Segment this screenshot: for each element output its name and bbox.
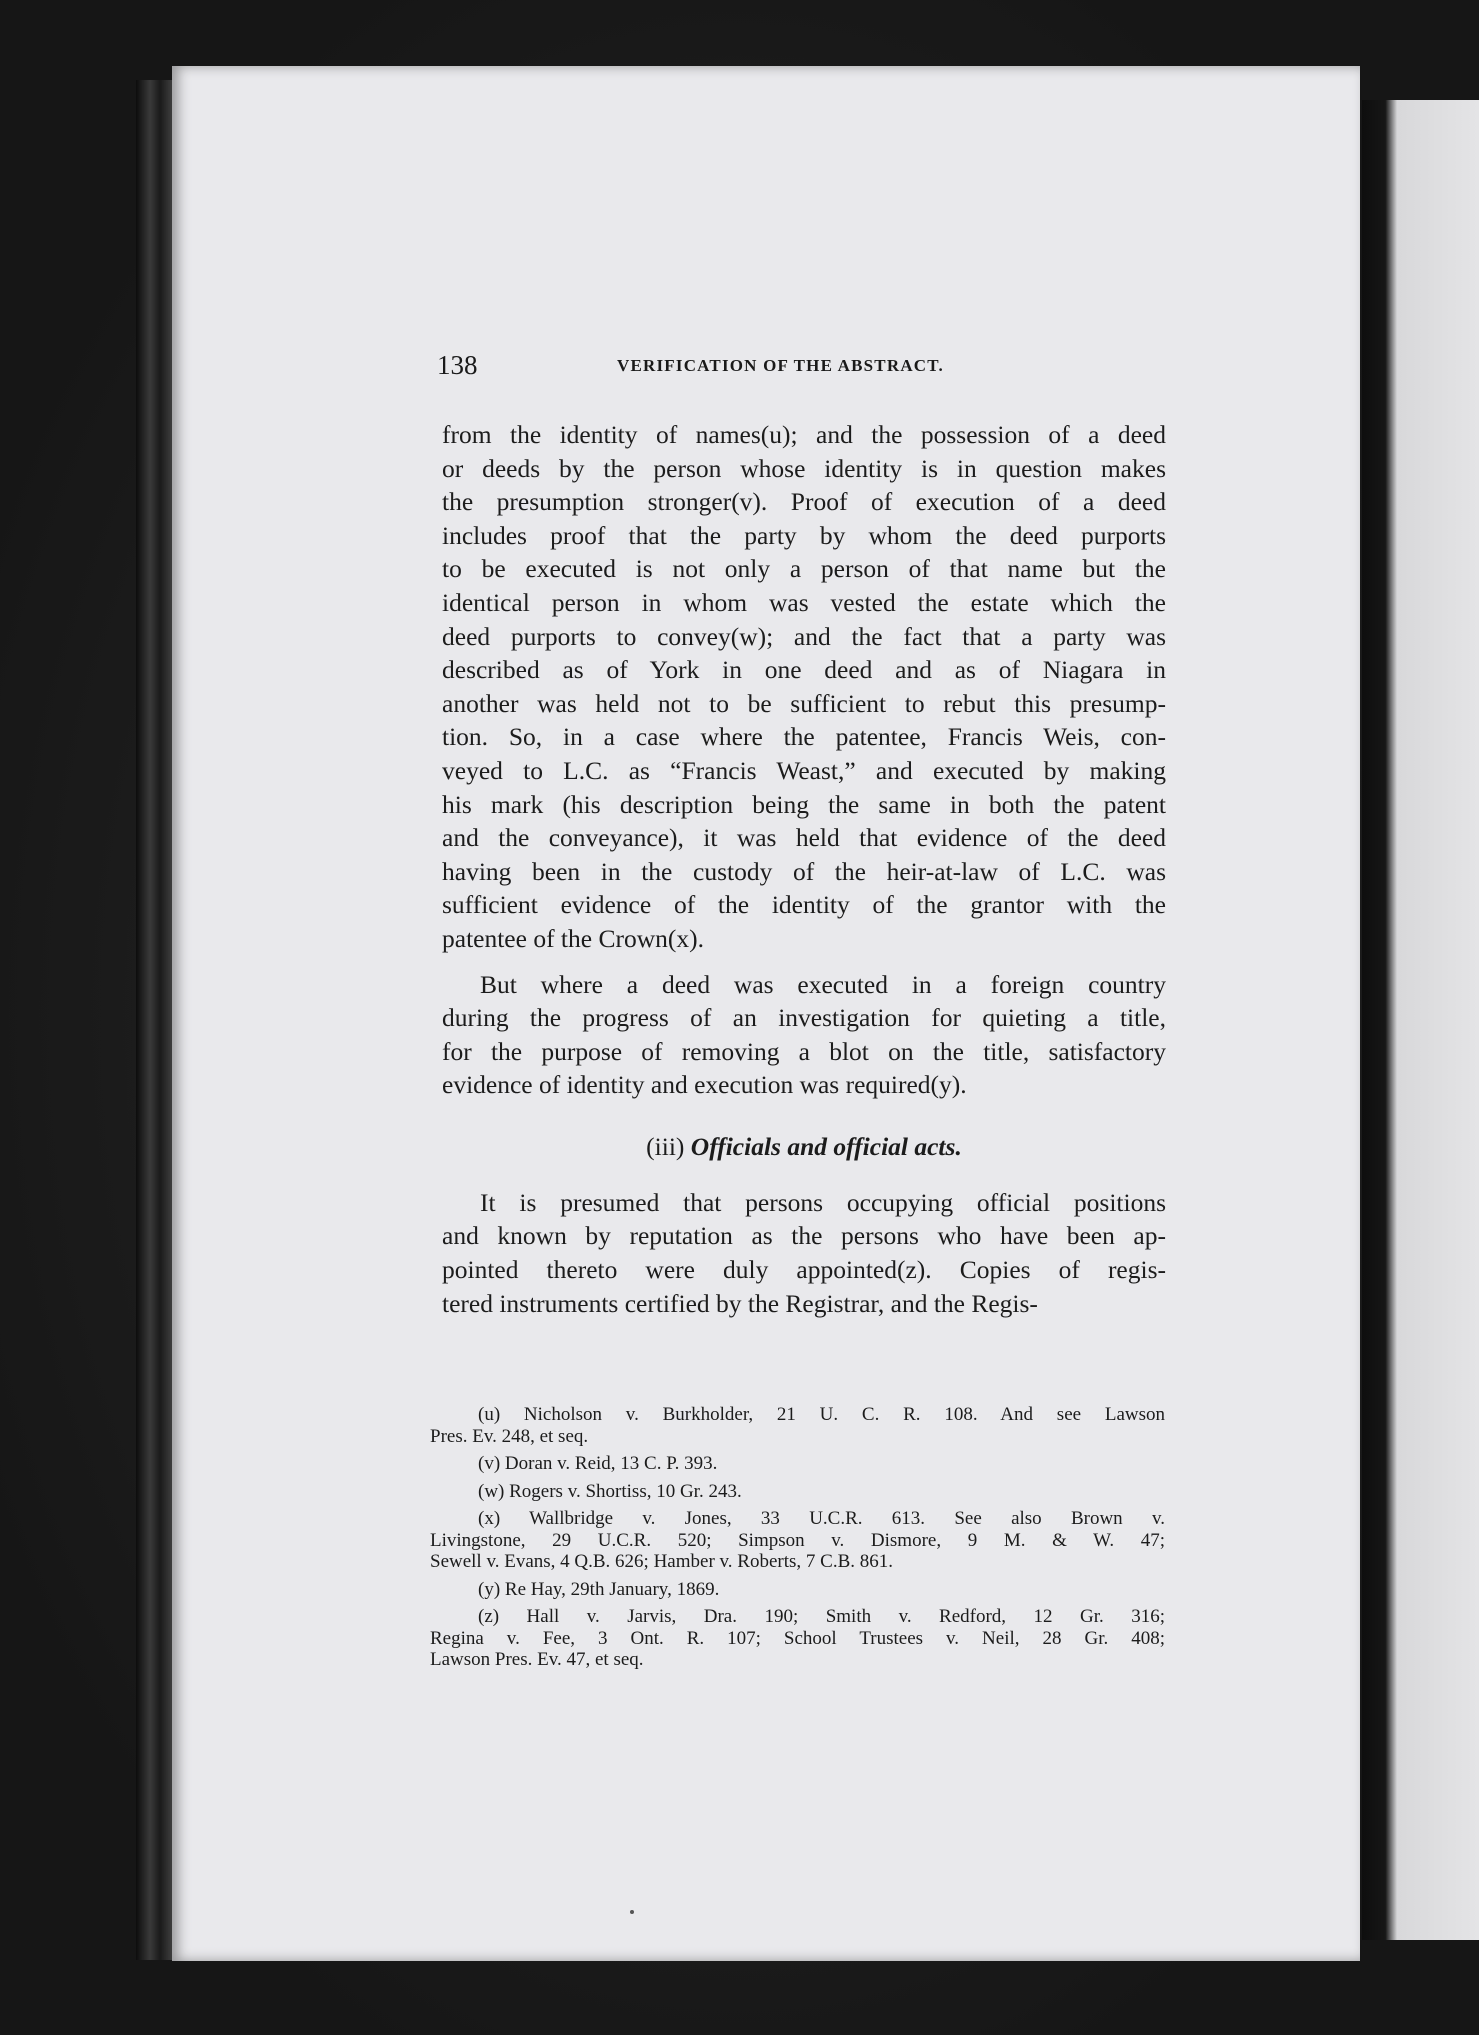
text-line: or deeds by the person whose identity is in question makes <box>442 453 1166 483</box>
text-line: tered instruments certified by the Registrar, and the Regis- <box>442 1288 1038 1318</box>
footnote-line: Livingstone, 29 U.C.R. 520; Simpson v. Dismore, 9 M. & W. 47; <box>430 1529 1165 1551</box>
text-line: having been in the custody of the heir-at-law of L.C. was <box>442 856 1166 886</box>
footnote-line: (z) Hall v. Jarvis, Dra. 190; Smith v. Redford, 12 Gr. 316; <box>478 1606 1165 1627</box>
adjacent-page-edge <box>1362 100 1479 1940</box>
footnote <box>430 1453 1165 1475</box>
footnote <box>430 1481 1165 1503</box>
section-number: (iii) <box>646 1131 685 1161</box>
footnote-line: (w) Rogers v. Shortiss, 10 Gr. 243. <box>478 1480 742 1502</box>
text-line: tion. So, in a case where the patentee, Francis Weis, con- <box>442 722 1166 752</box>
text-line: sufficient evidence of the identity of the grantor with the <box>442 890 1166 920</box>
text-line: for the purpose of removing a blot on the title, satisfactory <box>442 1036 1166 1066</box>
page-number: 138 <box>437 350 478 380</box>
footnote-line: (v) Doran v. Reid, 13 C. P. 393. <box>478 1453 718 1474</box>
text-line: But where a deed was executed in a foreign country <box>480 969 1166 999</box>
running-head <box>437 350 1167 386</box>
footnote-line: (y) Re Hay, 29th January, 1869. <box>478 1578 720 1600</box>
text-line: and the conveyance), it was held that evidence of the deed <box>442 823 1166 853</box>
scan-speck <box>630 1910 634 1914</box>
footnote <box>430 1508 1165 1573</box>
footnote <box>430 1579 1165 1601</box>
text-line: another was held not to be sufficient to rebut this presump- <box>442 688 1166 718</box>
footnote-line: (x) Wallbridge v. Jones, 33 U.C.R. 613. See also Brown v. <box>478 1508 1165 1529</box>
footnote-line: Lawson Pres. Ev. 47, et seq. <box>430 1649 644 1670</box>
body-text <box>442 418 1166 1320</box>
text-line: the presumption stronger(v). Proof of execution of a deed <box>442 487 1166 517</box>
text-line: his mark (his description being the same in both the patent <box>442 789 1166 819</box>
text-line: It is presumed that persons occupying official positions <box>480 1187 1166 1217</box>
paragraph-2 <box>442 968 1166 1102</box>
paragraph-3 <box>442 1186 1166 1320</box>
running-head-title: VERIFICATION OF THE ABSTRACT. <box>617 356 945 375</box>
footnote <box>430 1404 1165 1447</box>
text-line: pointed thereto were duly appointed(z). Copies of regis- <box>442 1255 1166 1285</box>
section-title: Officials and official acts. <box>690 1131 962 1161</box>
book-binding-edge <box>136 80 176 1960</box>
text-line: from the identity of names(u); and the possession of a deed <box>442 420 1166 449</box>
footnote-line: (u) Nicholson v. Burkholder, 21 U. C. R. 108. And see Lawson <box>478 1404 1165 1425</box>
text-line: identical person in whom was vested the estate which the <box>442 587 1166 617</box>
section-heading <box>442 1130 1166 1164</box>
footnote-line: Pres. Ev. 248, et seq. <box>430 1425 589 1447</box>
text-line: and known by reputation as the persons who have been ap- <box>442 1221 1166 1251</box>
footnote <box>430 1606 1165 1671</box>
footnote-line: Sewell v. Evans, 4 Q.B. 626; Hamber v. Roberts, 7 C.B. 861. <box>430 1551 893 1572</box>
text-line: to be executed is not only a person of that name but the <box>442 554 1166 584</box>
text-line: veyed to L.C. as “Francis Weast,” and executed by making <box>442 755 1166 785</box>
text-line: evidence of identity and execution was required(y). <box>442 1070 967 1100</box>
paragraph-gap <box>442 956 1166 968</box>
text-line: deed purports to convey(w); and the fact that a party was <box>442 621 1166 651</box>
text-line: patentee of the Crown(x). <box>442 923 704 953</box>
paragraph-1 <box>442 418 1166 956</box>
text-line: during the progress of an investigation for quieting a title, <box>442 1003 1166 1033</box>
footnote-line: Regina v. Fee, 3 Ont. R. 107; School Trustees v. Neil, 28 Gr. 408; <box>430 1627 1165 1649</box>
text-line: includes proof that the party by whom the deed purports <box>442 520 1166 550</box>
text-line: described as of York in one deed and as of Niagara in <box>442 655 1166 685</box>
footnotes <box>430 1404 1165 1671</box>
